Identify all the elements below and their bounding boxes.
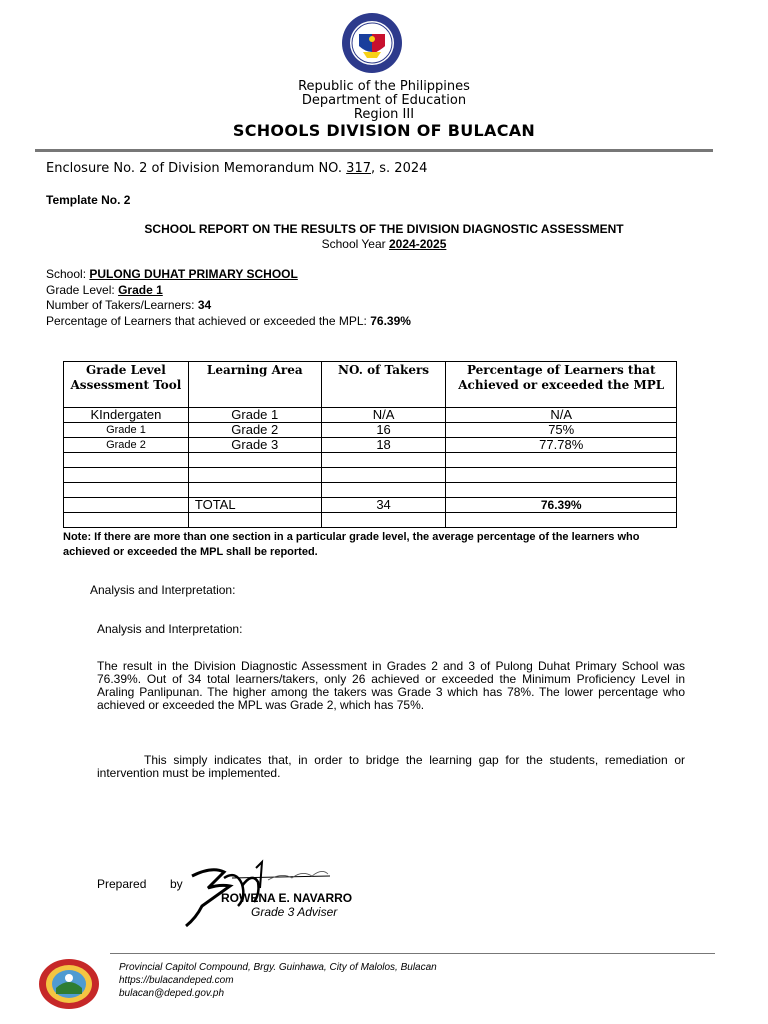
info-grade-label: Grade Level: (46, 283, 115, 297)
info-school-label: School: (46, 267, 87, 281)
col-header-percentage: Percentage of Learners that Achieved or exceeded the MPL (446, 362, 677, 408)
table-cell (446, 483, 677, 498)
table-cell (446, 453, 677, 468)
table-row (64, 423, 677, 438)
table-row (64, 438, 677, 453)
enclosure-suffix: , s. 2024 (371, 161, 428, 176)
total-label: TOTAL (188, 498, 321, 513)
table-row (64, 513, 677, 528)
col-header-assessment-tool: Grade Level Assessment Tool (64, 362, 189, 408)
footer-email[interactable]: bulacan@deped.gov.ph (119, 988, 225, 999)
enclosure-prefix: Enclosure No. 2 of Division Memorandum NO. (46, 161, 343, 176)
table-cell (64, 513, 189, 528)
table-cell (188, 453, 321, 468)
table-cell: 77.78% (446, 438, 677, 453)
table-header-row (64, 362, 677, 408)
table-cell: 75% (446, 423, 677, 438)
report-title: SCHOOL REPORT ON THE RESULTS OF THE DIVISION DIAGNOSTIC ASSESSMENT (144, 222, 624, 236)
info-grade (46, 283, 163, 297)
table-row (64, 408, 677, 423)
table-cell (64, 498, 189, 513)
info-takers-value: 34 (197, 298, 212, 312)
info-school (46, 267, 298, 281)
header-country: Republic of the Philippines (298, 79, 470, 94)
table-row (64, 483, 677, 498)
info-school-value: PULONG DUHAT PRIMARY SCHOOL (89, 267, 298, 281)
table-cell: Grade 2 (188, 423, 321, 438)
school-year-label: School Year (321, 237, 386, 251)
table-total-row (64, 498, 677, 513)
enclosure-line (46, 161, 427, 176)
analysis-heading-2: Analysis and Interpretation: (97, 622, 243, 636)
total-takers: 34 (321, 498, 446, 513)
info-percentage-value: 76.39% (370, 314, 411, 328)
analysis-paragraph-2: This simply indicates that, in order to bridge the learning gap for the students, remediation or intervention must be implemented. (97, 753, 685, 780)
table-cell (321, 483, 446, 498)
table-cell (321, 513, 446, 528)
header-divider (35, 149, 713, 152)
deped-seal-logo (337, 12, 407, 74)
footer-address: Provincial Capitol Compound, Brgy. Guinhawa, City of Malolos, Bulacan (119, 962, 437, 973)
school-year-value: 2024-2025 (389, 237, 447, 251)
table-cell: Grade 3 (188, 438, 321, 453)
info-percentage (46, 314, 411, 328)
table-cell: Grade 1 (188, 408, 321, 423)
bulacan-province-seal-logo (38, 958, 100, 1010)
info-percentage-label: Percentage of Learners that achieved or exceeded the MPL: (46, 314, 367, 328)
table-cell: 16 (321, 423, 446, 438)
results-table (63, 361, 677, 528)
table-cell (64, 468, 189, 483)
footer-website[interactable]: https://bulacandeped.com (119, 975, 234, 986)
table-cell: N/A (446, 408, 677, 423)
table-cell: Grade 1 (64, 423, 189, 438)
prepared-by-label: by (170, 877, 183, 891)
header-division: SCHOOLS DIVISION OF BULACAN (232, 121, 536, 140)
template-label: Template No. 2 (46, 193, 131, 207)
table-cell: N/A (321, 408, 446, 423)
header-department: Department of Education (301, 93, 467, 108)
info-takers-label: Number of Takers/Learners: (46, 298, 195, 312)
table-cell (188, 468, 321, 483)
table-row (64, 453, 677, 468)
table-cell (321, 453, 446, 468)
col-header-learning-area: Learning Area (188, 362, 321, 408)
info-takers (46, 298, 211, 312)
table-cell (188, 483, 321, 498)
footer-divider (110, 953, 715, 954)
analysis-paragraph-1: The result in the Division Diagnostic Assessment in Grades 2 and 3 of Pulong Duhat Primary School was 76.39%. Out of 34 total learners/takers, only 26 achieved or exceeded the Minimum Proficiency Level in Araling Panlipunan. The higher among the takers was Grade 3 which has 78%. The lower percentage who achieved or exceeded the MPL was Grade 2, which has 75%. (97, 659, 685, 712)
table-cell: Grade 2 (64, 438, 189, 453)
enclosure-memo-number: 317 (346, 161, 371, 176)
table-cell (188, 513, 321, 528)
analysis-heading-1: Analysis and Interpretation: (90, 583, 236, 597)
prepared-label: Prepared (97, 877, 147, 891)
signatory-name: ROWENA E. NAVARRO (221, 891, 353, 905)
signatory-position: Grade 3 Adviser (251, 905, 338, 919)
table-cell: 18 (321, 438, 446, 453)
info-grade-value: Grade 1 (118, 283, 163, 297)
table-cell (321, 468, 446, 483)
total-percentage: 76.39% (446, 498, 677, 513)
col-header-takers: NO. of Takers (321, 362, 446, 408)
report-school-year (0, 237, 768, 251)
header-region: Region III (353, 107, 415, 122)
table-cell: KIndergaten (64, 408, 189, 423)
table-cell (64, 483, 189, 498)
table-cell (446, 513, 677, 528)
table-row (64, 468, 677, 483)
table-note: Note: If there are more than one section in a particular grade level, the average percentage of the learners who achieved or exceeded the MPL shall be reported. (63, 531, 640, 558)
table-cell (446, 468, 677, 483)
table-cell (64, 453, 189, 468)
